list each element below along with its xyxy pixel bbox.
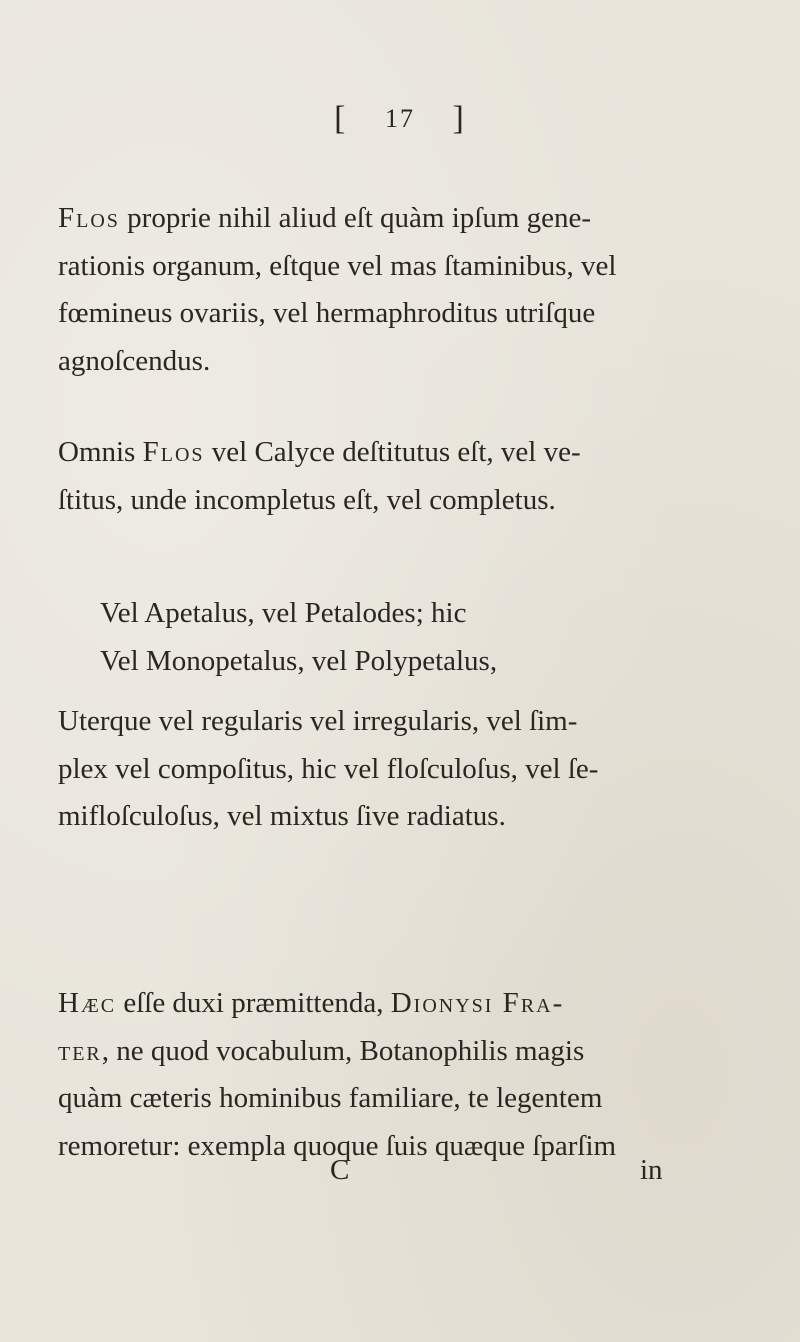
small-caps-word: Flos: [58, 202, 120, 234]
page-header: [0, 100, 800, 138]
text-span: Omnis: [58, 436, 143, 468]
text-span: proprie nihil aliud eſt quàm ipſum gene-: [119, 202, 592, 234]
small-caps-word: Flos: [142, 436, 205, 468]
text-line: Vel Monopetalus, vel Polypetalus,: [100, 644, 498, 677]
page-number: 17: [385, 104, 415, 133]
small-caps-word: ter: [58, 1034, 102, 1067]
text-line: [58, 429, 758, 477]
text-line: Uterque vel regularis vel irregularis, vel ſim-: [58, 705, 578, 737]
paragraph-haec: [58, 980, 758, 1170]
text-line: plex vel compoſitus, hic vel floſculoſus, vel ſe-: [58, 752, 599, 785]
text-line: quàm cæteris hominibus familiare, te legentem: [58, 1082, 603, 1114]
right-bracket: ]: [452, 100, 466, 137]
paragraph-uterque: [58, 698, 758, 841]
text-line: [58, 980, 758, 1028]
text-line: [58, 195, 758, 243]
catchword: in: [640, 1154, 663, 1186]
paragraph-omnis-flos: [58, 429, 758, 524]
small-caps-name: Dionysi Fra-: [390, 987, 565, 1019]
text-line: fœmineus ovariis, vel hermaphroditus utriſque: [58, 297, 596, 329]
text-line: agnoſcendus.: [58, 344, 211, 377]
text-line: rationis organum, eſtque vel mas ſtaminibus, vel: [58, 249, 617, 282]
small-caps-word: Hæc: [58, 987, 117, 1019]
text-line: [58, 1028, 758, 1076]
left-bracket: [: [334, 100, 348, 137]
text-line: mifloſculoſus, vel mixtus ſive radiatus.: [58, 800, 506, 832]
paragraph-flos: [58, 195, 758, 385]
text-line: ſtitus, unde incompletus eſt, vel completus.: [58, 483, 556, 516]
text-span: , ne quod vocabulum, Botanophilis magis: [101, 1034, 585, 1067]
signature-mark: C: [330, 1154, 350, 1186]
text-span: vel Calyce deſtitutus eſt, vel ve-: [204, 436, 581, 468]
text-line: remoretur: exempla quoque ſuis quæque ſparſim: [58, 1129, 617, 1162]
text-span: eſſe duxi præmittenda,: [116, 987, 391, 1019]
paragraph-apetalus: [100, 590, 800, 685]
text-line: Vel Apetalus, vel Petalodes; hic: [100, 597, 467, 629]
